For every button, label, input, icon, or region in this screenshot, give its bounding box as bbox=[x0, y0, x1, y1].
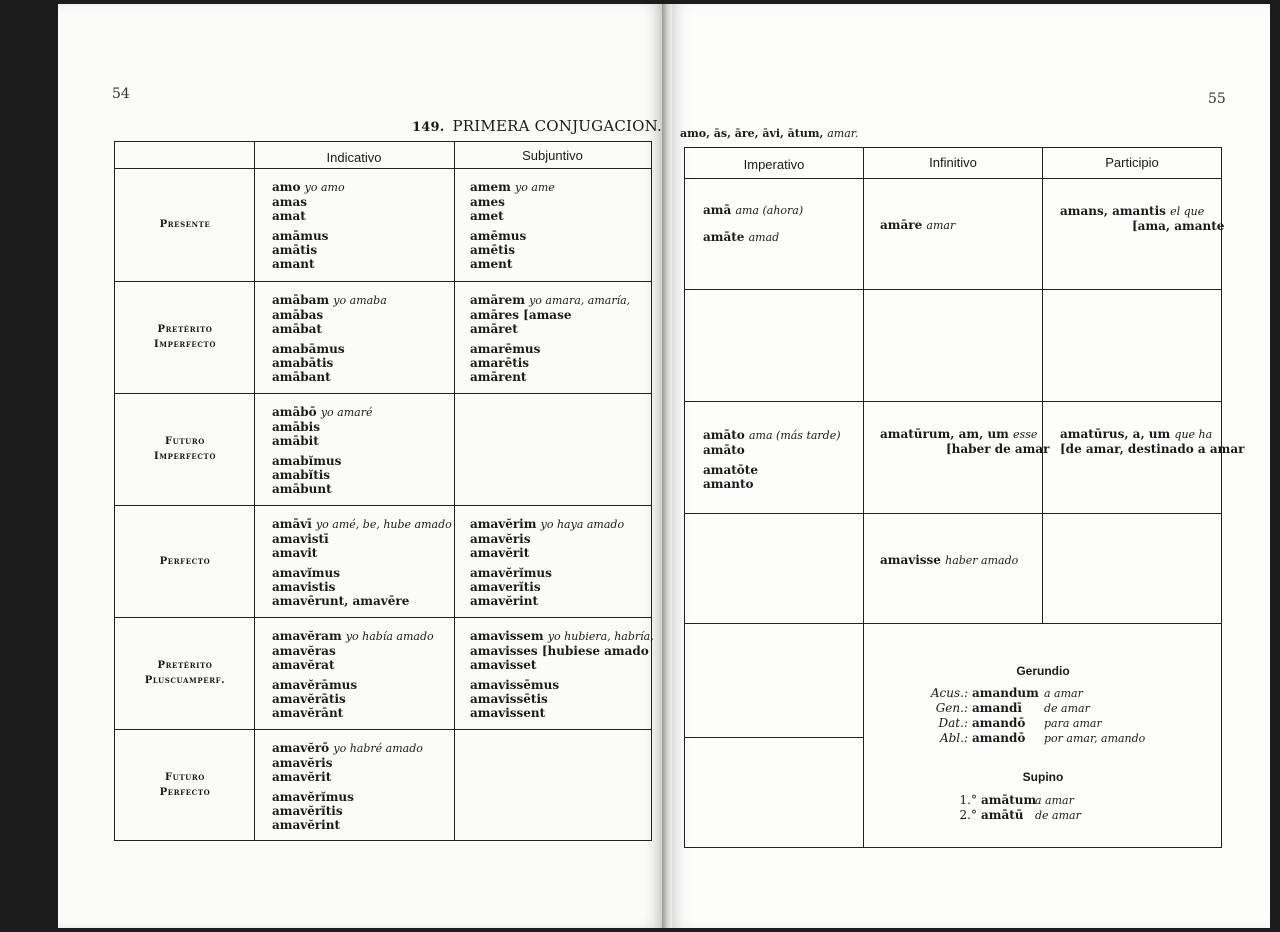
supino-row bbox=[955, 808, 1081, 823]
label-column-border bbox=[254, 141, 255, 841]
indicativo-cell bbox=[272, 293, 387, 384]
right-table-right-border bbox=[1221, 147, 1222, 848]
form-line bbox=[272, 818, 423, 832]
form-line bbox=[272, 434, 372, 448]
latin-form: amatūrum, am, um bbox=[880, 427, 1014, 441]
spanish-gloss: ama (más tarde) bbox=[748, 429, 841, 442]
form-line bbox=[1060, 442, 1244, 456]
latin-form: amāmus bbox=[272, 229, 329, 243]
latin-form: amavit bbox=[272, 546, 318, 560]
supino-latin: amātū bbox=[981, 808, 1024, 822]
row-label-line: Pretérito bbox=[157, 660, 213, 671]
spanish-gloss: amad bbox=[748, 231, 780, 244]
form-line bbox=[272, 517, 452, 532]
row-label-line: Imperfecto bbox=[153, 339, 217, 350]
infinitivo-presente-cell bbox=[880, 218, 955, 233]
latin-form: amabĭmus bbox=[272, 454, 342, 468]
book-gutter bbox=[662, 4, 672, 928]
right-row-divider-1 bbox=[684, 401, 1222, 402]
form-line bbox=[272, 678, 434, 692]
latin-form: amābis bbox=[272, 420, 320, 434]
row-label-line: Pretérito bbox=[157, 324, 213, 335]
form-line bbox=[272, 405, 372, 420]
form-line bbox=[272, 706, 434, 720]
latin-form: amavĕrit bbox=[470, 546, 530, 560]
gerundio-spanish: de amar bbox=[1044, 702, 1090, 715]
indicativo-cell bbox=[272, 180, 345, 271]
principal-parts bbox=[680, 127, 858, 140]
gerundio-case: Abl.: bbox=[939, 731, 968, 745]
latin-form: amavĕrātis bbox=[272, 692, 346, 706]
column-header-imperativo: Imperativo bbox=[743, 157, 805, 172]
indicativo-cell bbox=[272, 405, 372, 496]
column-header-subjuntivo: Subjuntivo bbox=[522, 148, 583, 163]
form-line bbox=[1060, 219, 1224, 233]
latin-form: amanto bbox=[703, 477, 754, 491]
latin-form: amāret bbox=[470, 322, 518, 336]
infinitivo-perfecto-cell bbox=[880, 553, 1018, 568]
latin-form: amavistis bbox=[272, 580, 336, 594]
form-line bbox=[272, 468, 372, 482]
gerundio-row bbox=[922, 686, 1145, 701]
form-line bbox=[703, 230, 803, 245]
latin-form: amavĕrānt bbox=[272, 706, 344, 720]
latin-form: amavĕrĭmus bbox=[470, 566, 552, 580]
latin-form: amavĕris bbox=[470, 532, 531, 546]
gerundio-spanish: por amar, amando bbox=[1044, 732, 1146, 745]
latin-form: amābunt bbox=[272, 482, 332, 496]
row-label-line: Presente bbox=[159, 219, 211, 230]
right-table-bottom-border bbox=[684, 847, 1222, 848]
latin-form: amāvī bbox=[272, 517, 316, 531]
form-line bbox=[272, 308, 387, 322]
subjuntivo-cell bbox=[470, 629, 654, 720]
form-line bbox=[470, 517, 624, 532]
gerundio-spanish: para amar bbox=[1044, 717, 1102, 730]
latin-form: [haber de amar bbox=[946, 442, 1050, 456]
latin-form: amābant bbox=[272, 370, 331, 384]
latin-form: amavĕras bbox=[272, 644, 336, 658]
form-line bbox=[703, 203, 803, 218]
form-line bbox=[470, 546, 624, 560]
latin-form: amarēmus bbox=[470, 342, 541, 356]
form-line bbox=[470, 209, 555, 223]
principal-parts-latin: amo, ās, āre, āvi, ātum, bbox=[680, 127, 824, 140]
spanish-gloss: ama (ahora) bbox=[735, 204, 804, 217]
row-divider-4 bbox=[114, 729, 652, 730]
form-line bbox=[272, 243, 345, 257]
form-line bbox=[470, 243, 555, 257]
latin-form: amant bbox=[272, 257, 315, 271]
gerundio-table bbox=[922, 686, 1145, 746]
form-line bbox=[470, 180, 555, 195]
imperativo-lower-divider bbox=[684, 737, 864, 738]
latin-form: amāto bbox=[703, 443, 745, 457]
imperativo-futuro-cell bbox=[703, 428, 841, 491]
row-label bbox=[115, 554, 255, 569]
latin-form: amāte bbox=[703, 230, 749, 244]
spanish-gloss: amar bbox=[926, 219, 956, 232]
gerundio-latin: amandō bbox=[972, 731, 1026, 745]
spanish-gloss: yo amé, be, hube amado bbox=[315, 518, 452, 531]
form-line bbox=[470, 229, 555, 243]
latin-form: amavissēmus bbox=[470, 678, 560, 692]
table-top-border bbox=[114, 141, 652, 142]
latin-form: ames bbox=[470, 195, 505, 209]
imperativo-column-border bbox=[863, 147, 864, 848]
latin-form: amavissent bbox=[470, 706, 546, 720]
form-line bbox=[272, 692, 434, 706]
form-line bbox=[470, 594, 624, 608]
form-line bbox=[470, 257, 555, 271]
form-line bbox=[880, 442, 1049, 456]
latin-form: amārent bbox=[470, 370, 527, 384]
supino-table bbox=[955, 793, 1081, 823]
form-line bbox=[470, 658, 654, 672]
form-line bbox=[1060, 427, 1244, 442]
form-line bbox=[470, 342, 630, 356]
infinitivo-column-border bbox=[1042, 147, 1043, 623]
imperativo-presente-cell bbox=[703, 203, 803, 245]
spanish-gloss: yo habré amado bbox=[333, 742, 423, 755]
form-line bbox=[272, 580, 452, 594]
form-line bbox=[272, 342, 387, 356]
latin-form: [de amar, destinado a amar bbox=[1060, 442, 1245, 456]
form-line bbox=[880, 553, 1018, 568]
supino-row bbox=[955, 793, 1081, 808]
latin-form: amavisse bbox=[880, 553, 946, 567]
form-line bbox=[272, 658, 434, 672]
gerundio-row bbox=[922, 701, 1145, 716]
row-label-line: Futuro bbox=[164, 771, 206, 783]
form-line bbox=[272, 293, 387, 308]
gerundio-latin: amandō bbox=[972, 716, 1026, 730]
right-table-top-border bbox=[684, 147, 1222, 148]
latin-form: amāto bbox=[703, 428, 749, 442]
principal-parts-meaning: amar. bbox=[827, 127, 859, 140]
latin-form: amet bbox=[470, 209, 504, 223]
gerundio-spanish: a amar bbox=[1044, 687, 1083, 700]
latin-form: amēmus bbox=[470, 229, 527, 243]
page-number-right: 55 bbox=[1208, 91, 1226, 107]
latin-form: amāre bbox=[880, 218, 927, 232]
table-left-border bbox=[114, 141, 115, 841]
page-title bbox=[412, 117, 662, 135]
form-line bbox=[272, 804, 423, 818]
form-line bbox=[272, 180, 345, 195]
form-line bbox=[272, 770, 423, 784]
spanish-gloss: el que bbox=[1170, 205, 1205, 218]
latin-form: amabĭtis bbox=[272, 468, 331, 482]
form-line bbox=[272, 454, 372, 468]
spanish-gloss: que ha bbox=[1174, 428, 1213, 441]
form-line bbox=[272, 209, 345, 223]
column-header-participio: Participio bbox=[1105, 155, 1159, 170]
gerundio-case: Acus.: bbox=[930, 686, 968, 700]
latin-form: [ama, amante bbox=[1132, 219, 1225, 233]
form-line bbox=[272, 356, 387, 370]
form-line bbox=[470, 692, 654, 706]
latin-form: amā bbox=[703, 203, 736, 217]
spanish-gloss: esse bbox=[1013, 428, 1038, 441]
form-line bbox=[470, 322, 630, 336]
form-line bbox=[703, 477, 841, 491]
form-line bbox=[272, 594, 452, 608]
page-number-left: 54 bbox=[112, 86, 130, 102]
latin-form: amābit bbox=[272, 434, 319, 448]
form-line bbox=[880, 427, 1049, 442]
latin-form: amavĕrĭmus bbox=[272, 790, 354, 804]
form-line bbox=[272, 482, 372, 496]
form-line bbox=[470, 706, 654, 720]
gerundio-row bbox=[922, 716, 1145, 731]
latin-form: amavissem bbox=[470, 629, 548, 643]
table-right-border bbox=[651, 141, 652, 841]
form-line bbox=[272, 546, 452, 560]
row-label-line: Perfecto bbox=[159, 786, 211, 798]
row-label-line: Imperfecto bbox=[153, 451, 217, 462]
subjuntivo-cell bbox=[470, 517, 624, 608]
spanish-gloss: yo amara, amaría, bbox=[529, 294, 631, 307]
row-label-line: Pluscuamperf. bbox=[144, 675, 226, 686]
latin-form: amētis bbox=[470, 243, 515, 257]
gerundio-title: Gerundio bbox=[1016, 664, 1070, 678]
latin-form: amas bbox=[272, 195, 308, 209]
form-line bbox=[272, 195, 345, 209]
supino-latin: amātum bbox=[981, 793, 1037, 807]
right-row-divider-0 bbox=[684, 289, 1222, 290]
form-line bbox=[470, 629, 654, 644]
form-line bbox=[272, 644, 434, 658]
supino-ordinal: 1.° bbox=[959, 793, 977, 807]
form-line bbox=[470, 532, 624, 546]
form-line bbox=[272, 257, 345, 271]
latin-form: amavĕrim bbox=[470, 517, 541, 531]
latin-form: amābat bbox=[272, 322, 322, 336]
form-line bbox=[272, 532, 452, 546]
right-table-left-border bbox=[684, 147, 685, 848]
row-label bbox=[115, 434, 255, 464]
row-label bbox=[115, 658, 255, 688]
table-bottom-border bbox=[114, 840, 652, 841]
row-label bbox=[115, 217, 255, 232]
form-line bbox=[880, 218, 955, 233]
latin-form: ament bbox=[470, 257, 513, 271]
latin-form: amāres [amase bbox=[470, 308, 572, 322]
form-line bbox=[272, 566, 452, 580]
spanish-gloss: yo había amado bbox=[345, 630, 434, 643]
form-line bbox=[470, 644, 654, 658]
latin-form: amavissētis bbox=[470, 692, 548, 706]
form-line bbox=[470, 566, 624, 580]
latin-form: amavĕrint bbox=[272, 818, 341, 832]
form-line bbox=[272, 229, 345, 243]
form-line bbox=[703, 428, 841, 443]
row-divider-0 bbox=[114, 281, 652, 282]
gerundio-latin: amandī bbox=[972, 701, 1022, 715]
participio-futuro-cell bbox=[1060, 427, 1244, 456]
latin-form: amārem bbox=[470, 293, 530, 307]
latin-form: amem bbox=[470, 180, 515, 194]
latin-form: amat bbox=[272, 209, 306, 223]
form-line bbox=[470, 195, 555, 209]
gerundio-case: Dat.: bbox=[938, 716, 968, 730]
latin-form: amābas bbox=[272, 308, 324, 322]
latin-form: amātis bbox=[272, 243, 318, 257]
spanish-gloss: haber amado bbox=[945, 554, 1019, 567]
subjuntivo-cell bbox=[470, 293, 630, 384]
form-line bbox=[470, 580, 624, 594]
row-label-line: Futuro bbox=[164, 436, 206, 447]
spanish-gloss: yo amaré bbox=[320, 406, 373, 419]
spanish-gloss: yo haya amado bbox=[540, 518, 625, 531]
indicativo-column-border bbox=[454, 141, 455, 841]
latin-form: amavĕrĭtis bbox=[272, 804, 343, 818]
latin-form: amabāmus bbox=[272, 342, 345, 356]
right-row-divider-2 bbox=[684, 513, 1222, 514]
right-header-bottom-border bbox=[684, 178, 1222, 179]
gerundio-latin: amandum bbox=[972, 686, 1039, 700]
form-line bbox=[272, 420, 372, 434]
row-label bbox=[115, 770, 255, 800]
latin-form: amavisset bbox=[470, 658, 537, 672]
gerundio-case: Gen.: bbox=[935, 701, 968, 715]
form-line bbox=[272, 756, 423, 770]
latin-form: amābō bbox=[272, 405, 321, 419]
supino-ordinal: 2.° bbox=[959, 808, 977, 822]
row-divider-1 bbox=[114, 393, 652, 394]
latin-form: amavistī bbox=[272, 532, 329, 546]
spanish-gloss: yo amo bbox=[304, 181, 345, 194]
latin-form: amavĭmus bbox=[272, 566, 340, 580]
spanish-gloss: yo ame bbox=[514, 181, 555, 194]
form-line bbox=[470, 293, 630, 308]
gerundio-row bbox=[922, 731, 1145, 746]
latin-form: amans, amantis bbox=[1060, 204, 1171, 218]
form-line bbox=[272, 629, 434, 644]
latin-form: amavĕrō bbox=[272, 741, 334, 755]
latin-form: amo bbox=[272, 180, 305, 194]
section-number: 149. bbox=[412, 120, 445, 135]
form-line bbox=[272, 370, 387, 384]
latin-form: amavĕrat bbox=[272, 658, 335, 672]
form-line bbox=[470, 356, 630, 370]
latin-form: amavērunt, amavēre bbox=[272, 594, 410, 608]
participio-presente-cell bbox=[1060, 204, 1224, 233]
form-line bbox=[470, 370, 630, 384]
latin-form: amaverĭtis bbox=[470, 580, 541, 594]
indicativo-cell bbox=[272, 517, 452, 608]
form-line bbox=[272, 741, 423, 756]
form-line bbox=[1060, 204, 1224, 219]
latin-form: amatōte bbox=[703, 463, 758, 477]
right-row-divider-3 bbox=[684, 623, 1222, 624]
latin-form: amavĕris bbox=[272, 756, 333, 770]
spanish-gloss: yo amaba bbox=[333, 294, 387, 307]
column-header-indicativo: Indicativo bbox=[326, 150, 382, 165]
infinitivo-futuro-cell bbox=[880, 427, 1049, 456]
indicativo-cell bbox=[272, 629, 434, 720]
latin-form: amabātis bbox=[272, 356, 334, 370]
supino-title: Supino bbox=[1022, 770, 1064, 784]
supino-spanish: a amar bbox=[1035, 794, 1074, 807]
latin-form: amavĕram bbox=[272, 629, 346, 643]
form-line bbox=[470, 308, 630, 322]
latin-form: amavĕrit bbox=[272, 770, 332, 784]
row-divider-2 bbox=[114, 505, 652, 506]
indicativo-cell bbox=[272, 741, 423, 832]
spanish-gloss: yo hubiera, habría, bbox=[547, 630, 654, 643]
header-bottom-border bbox=[114, 168, 652, 169]
row-label-line: Perfecto bbox=[159, 555, 211, 567]
column-header-infinitivo: Infinitivo bbox=[929, 155, 977, 170]
latin-form: amābam bbox=[272, 293, 334, 307]
form-line bbox=[470, 678, 654, 692]
section-title: PRIMERA CONJUGACION. bbox=[452, 117, 662, 135]
form-line bbox=[272, 790, 423, 804]
latin-form: amavisses [hubiese amado bbox=[470, 644, 649, 658]
latin-form: amatūrus, a, um bbox=[1060, 427, 1175, 441]
latin-form: amarētis bbox=[470, 356, 530, 370]
row-label bbox=[115, 322, 255, 352]
form-line bbox=[272, 322, 387, 336]
form-line bbox=[703, 443, 841, 457]
latin-form: amavĕrāmus bbox=[272, 678, 358, 692]
latin-form: amavĕrint bbox=[470, 594, 539, 608]
subjuntivo-cell bbox=[470, 180, 555, 271]
row-divider-3 bbox=[114, 617, 652, 618]
form-line bbox=[703, 463, 841, 477]
supino-spanish: de amar bbox=[1035, 809, 1081, 822]
